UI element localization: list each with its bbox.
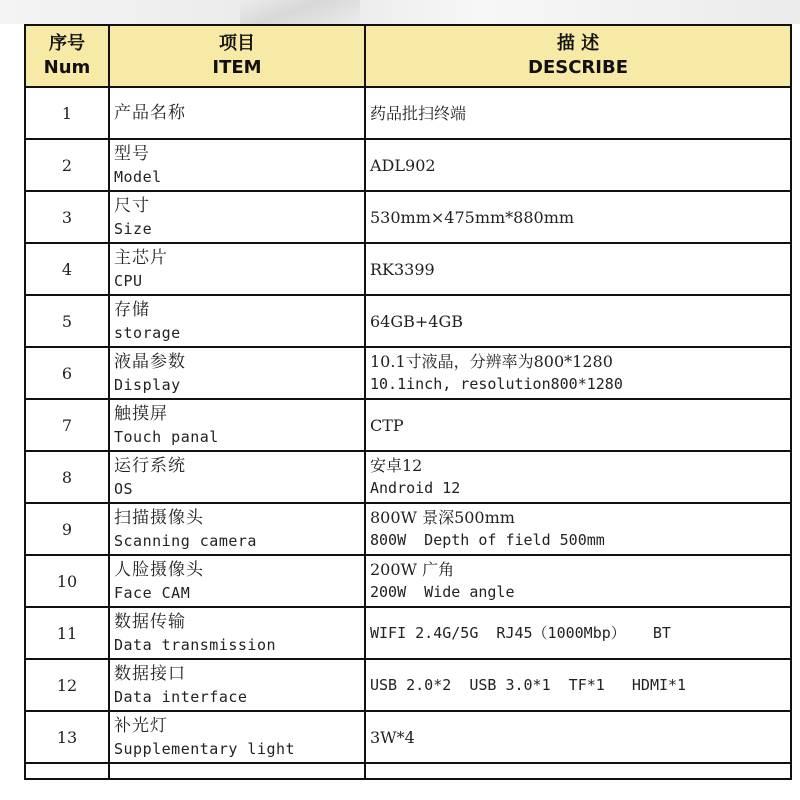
describe-line-1: 3W*4 <box>370 727 415 747</box>
header-desc-zh: 描 述 <box>556 33 600 54</box>
item-label-zh: 运行系统 <box>114 455 186 476</box>
header-num-en: Num <box>43 57 91 78</box>
describe-line-1: 安卓12 <box>370 456 423 475</box>
describe-line-1: 10.1寸液晶，分辨率为800*1280 <box>370 352 613 371</box>
item-label-zh: 产品名称 <box>114 102 186 123</box>
row-num: 5 <box>25 295 109 347</box>
row-num: 12 <box>25 659 109 711</box>
table-row <box>25 295 791 347</box>
row-num: 11 <box>25 607 109 659</box>
item-label-en: Face CAM <box>114 583 191 602</box>
item-label-en: OS <box>114 479 134 498</box>
item-label-en: Data transmission <box>114 635 277 654</box>
table-row <box>25 191 791 243</box>
table-row <box>25 399 791 451</box>
table-row <box>25 555 791 607</box>
item-label-en: Model <box>114 167 162 186</box>
table-row <box>25 139 791 191</box>
describe-line-1: 药品批扫终端 <box>370 103 467 123</box>
row-describe <box>365 139 791 191</box>
row-describe <box>365 243 791 295</box>
row-item <box>109 555 365 607</box>
describe-line-2: 10.1inch, resolution800*1280 <box>370 375 623 393</box>
header-item-en: ITEM <box>212 57 262 78</box>
item-label-zh: 主芯片 <box>114 247 168 268</box>
row-num: 7 <box>25 399 109 451</box>
table-row <box>25 607 791 659</box>
row-item <box>109 243 365 295</box>
partial-cell <box>365 763 791 779</box>
table-header-row <box>25 25 791 87</box>
row-describe <box>365 659 791 711</box>
header-desc-en: DESCRIBE <box>528 57 628 78</box>
describe-line-1: 64GB+4GB <box>370 311 464 331</box>
table-row <box>25 87 791 139</box>
row-num: 3 <box>25 191 109 243</box>
table-row <box>25 659 791 711</box>
row-num: 6 <box>25 347 109 399</box>
row-num: 4 <box>25 243 109 295</box>
row-describe <box>365 607 791 659</box>
table-row <box>25 243 791 295</box>
header-item-zh: 项目 <box>219 33 255 54</box>
top-edge-streak <box>240 0 360 24</box>
item-label-en: Supplementary light <box>114 739 296 758</box>
row-item <box>109 295 365 347</box>
item-label-zh: 液晶参数 <box>114 351 186 372</box>
item-label-zh: 尺寸 <box>114 195 150 216</box>
row-describe <box>365 711 791 763</box>
table-row-partial <box>25 763 791 779</box>
table-row <box>25 347 791 399</box>
table-row <box>25 451 791 503</box>
row-num: 2 <box>25 139 109 191</box>
row-item <box>109 399 365 451</box>
item-label-en: Size <box>114 219 153 238</box>
row-describe <box>365 451 791 503</box>
partial-cell <box>109 763 365 779</box>
describe-line-1: CTP <box>370 415 404 435</box>
item-label-en: Scanning camera <box>114 531 257 550</box>
header-describe <box>365 25 791 87</box>
row-item <box>109 503 365 555</box>
item-label-zh: 数据接口 <box>114 663 186 684</box>
row-num: 10 <box>25 555 109 607</box>
item-label-zh: 补光灯 <box>114 715 168 736</box>
header-num <box>25 25 109 87</box>
describe-line-1: USB 2.0*2 USB 3.0*1 TF*1 HDMI*1 <box>370 675 687 694</box>
header-num-zh: 序号 <box>49 33 85 54</box>
describe-line-1: 530mm×475mm*880mm <box>370 207 575 227</box>
row-describe <box>365 347 791 399</box>
item-label-zh: 人脸摄像头 <box>114 559 204 580</box>
row-num: 9 <box>25 503 109 555</box>
item-label-zh: 存储 <box>114 299 150 320</box>
table-row <box>25 711 791 763</box>
partial-cell <box>25 763 109 779</box>
item-label-en: CPU <box>114 271 143 290</box>
row-item <box>109 451 365 503</box>
top-edge-background <box>0 0 800 24</box>
table-row <box>25 503 791 555</box>
describe-line-1: 200W 广角 <box>370 560 455 579</box>
item-label-en: Touch panal <box>114 427 219 446</box>
row-describe <box>365 555 791 607</box>
describe-line-1: 800W 景深500mm <box>370 508 515 527</box>
row-item <box>109 659 365 711</box>
row-num: 1 <box>25 87 109 139</box>
row-num: 8 <box>25 451 109 503</box>
item-label-zh: 扫描摄像头 <box>114 507 204 528</box>
describe-line-2: 800W Depth of field 500mm <box>370 531 605 549</box>
item-label-en: Data interface <box>114 687 248 706</box>
describe-line-1: RK3399 <box>370 259 435 279</box>
row-describe <box>365 503 791 555</box>
item-label-zh: 数据传输 <box>114 611 186 632</box>
row-item <box>109 87 365 139</box>
describe-line-1: ADL902 <box>370 155 436 175</box>
row-item <box>109 711 365 763</box>
spec-table <box>24 24 792 780</box>
describe-line-1: WIFI 2.4G/5G RJ45（1000Mbp） BT <box>370 623 671 642</box>
describe-line-2: 200W Wide angle <box>370 583 515 601</box>
item-label-en: storage <box>114 323 181 342</box>
row-item <box>109 347 365 399</box>
header-item <box>109 25 365 87</box>
row-describe <box>365 191 791 243</box>
item-label-en: Display <box>114 375 181 394</box>
row-describe <box>365 295 791 347</box>
row-describe <box>365 399 791 451</box>
row-item <box>109 139 365 191</box>
item-label-zh: 型号 <box>114 143 150 164</box>
row-num: 13 <box>25 711 109 763</box>
row-item <box>109 607 365 659</box>
row-describe <box>365 87 791 139</box>
item-label-zh: 触摸屏 <box>114 403 168 424</box>
describe-line-2: Android 12 <box>370 479 461 497</box>
row-item <box>109 191 365 243</box>
